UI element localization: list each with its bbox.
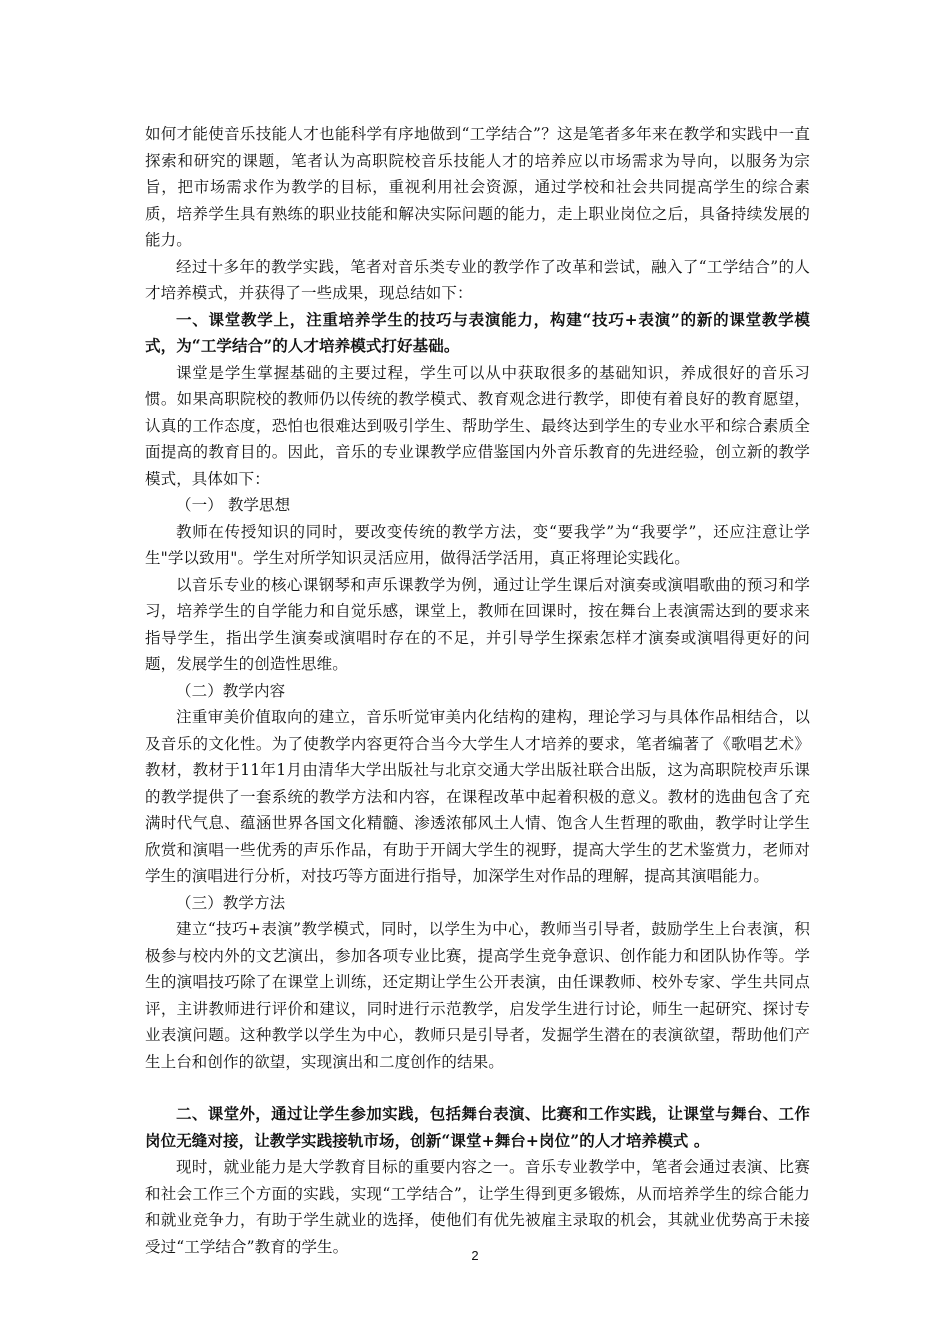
section-1-paragraph: 课堂是学生掌握基础的主要过程，学生可以从中获取很多的基础知识，养成很好的音乐习惯。如果高职院校的教师仍以传统的教学模式、教育观念进行教学，即使有着良好的教育愿望，认真的工作态度，恐怕也很难达到吸引学生、帮助学生、最终达到学生的专业水平和综合素质全面提高的教育目的。因此，音乐的专业课教学应借鉴国内外音乐教育的先进经验，创立新的教学模式，具体如下： xyxy=(145,363,810,488)
section-heading-2: 二、课堂外，通过让学生参加实践，包括舞台表演、比赛和工作实践，让课堂与舞台、工作岗位无缝对接，让教学实践接轨市场，创新“课堂+舞台+岗位”的人才培养模式 。 xyxy=(145,1104,810,1150)
section-spacer xyxy=(145,1075,810,1101)
philosophy-paragraph-2: 以音乐专业的核心课钢琴和声乐课教学为例，通过让学生课后对演奏或演唱歌曲的预习和学习，培养学生的自学能力和自觉乐感，课堂上，教师在回课时，按在舞台上表演需达到的要求来指导学生，指出学生演奏或演唱时存在的不足，并引导学生探索怎样才演奏或演唱得更好的问题，发展学生的创造性思维。 xyxy=(145,575,810,673)
philosophy-paragraph-1: 教师在传授知识的同时，要改变传统的教学方法，变“要我学”为“我要学”，还应注意让学生"学以致用"。学生对所学知识灵活应用，做得活学活用，真正将理论实践化。 xyxy=(145,522,810,567)
method-paragraph: 建立“技巧+表演”教学模式，同时，以学生为中心，教师当引导者，鼓励学生上台表演，积极参与校内外的文艺演出，参加各项专业比赛，提高学生竞争意识、创作能力和团队协作等。学生的演唱技巧除了在课堂上训练，还定期让学生公开表演，由任课教师、校外专家、学生共同点评，主讲教师进行评价和建议，同时进行示范教学，启发学生进行讨论，师生一起研究、探讨专业表演问题。这种教学以学生为中心，教师只是引导者，发掘学生潜在的表演欲望，帮助他们产生上台和创作的欲望，实现演出和二度创作的结果。 xyxy=(145,920,810,1071)
subheading-teaching-philosophy: （一） 教学思想 xyxy=(176,496,291,514)
content-paragraph: 注重审美价值取向的建立，音乐听觉审美内化结构的建构，理论学习与具体作品相结合，以及音乐的文化性。为了使教学内容更符合当今大学生人才培养的要求，笔者编著了《歌唱艺术》教材，教材于11年1月由清华大学出版社与北京交通大学出版社联合出版，这为高职院校声乐课的教学提供了一套系统的教学方法和内容，在课程改革中起着积极的意义。教材的选曲包含了充满时代气息、蕴涵世界各国文化精髓、渗透浓郁风土人情、饱含人生哲理的歌曲，教学时让学生欣赏和演唱一些优秀的声乐作品，有助于开阔大学生的视野，提高大学生的艺术鉴赏力，老师对学生的演唱进行分析，对技巧等方面进行指导，加深学生对作品的理解，提高其演唱能力。 xyxy=(145,708,810,885)
document-body xyxy=(145,121,810,1260)
subheading-teaching-content: （二）教学内容 xyxy=(176,681,286,700)
intro-paragraph: 如何才能使音乐技能人才也能科学有序地做到“工学结合”？这是笔者多年来在教学和实践中一直探索和研究的课题，笔者认为高职院校音乐技能人才的培养应以市场需求为导向，以服务为宗旨，把市场需求作为教学的目标，重视利用社会资源，通过学校和社会共同提高学生的综合素质，培养学生具有熟练的职业技能和解决实际问题的能力，走上职业岗位之后，具备持续发展的能力。 xyxy=(145,125,810,249)
subheading-teaching-method: （三）教学方法 xyxy=(176,893,286,912)
page-number: 2 xyxy=(471,1248,479,1263)
summary-paragraph: 经过十多年的教学实践，笔者对音乐类专业的教学作了改革和尝试，融入了“工学结合”的人才培养模式，并获得了一些成果，现总结如下： xyxy=(145,257,810,302)
section-heading-1: 一、课堂教学上，注重培养学生的技巧与表演能力，构建“技巧+表演”的新的课堂教学模式，为“工学结合”的人才培养模式打好基础。 xyxy=(145,309,810,355)
section-2-paragraph: 现时，就业能力是大学教育目标的重要内容之一。音乐专业教学中，笔者会通过表演、比赛和社会工作三个方面的实践，实现“工学结合”，让学生得到更多锻炼，从而培养学生的综合能力和就业竞争力，有助于学生就业的选择，使他们有优先被雇主录取的机会，其就业优势高于未接受过“工学结合”教育的学生。 xyxy=(145,1158,810,1256)
